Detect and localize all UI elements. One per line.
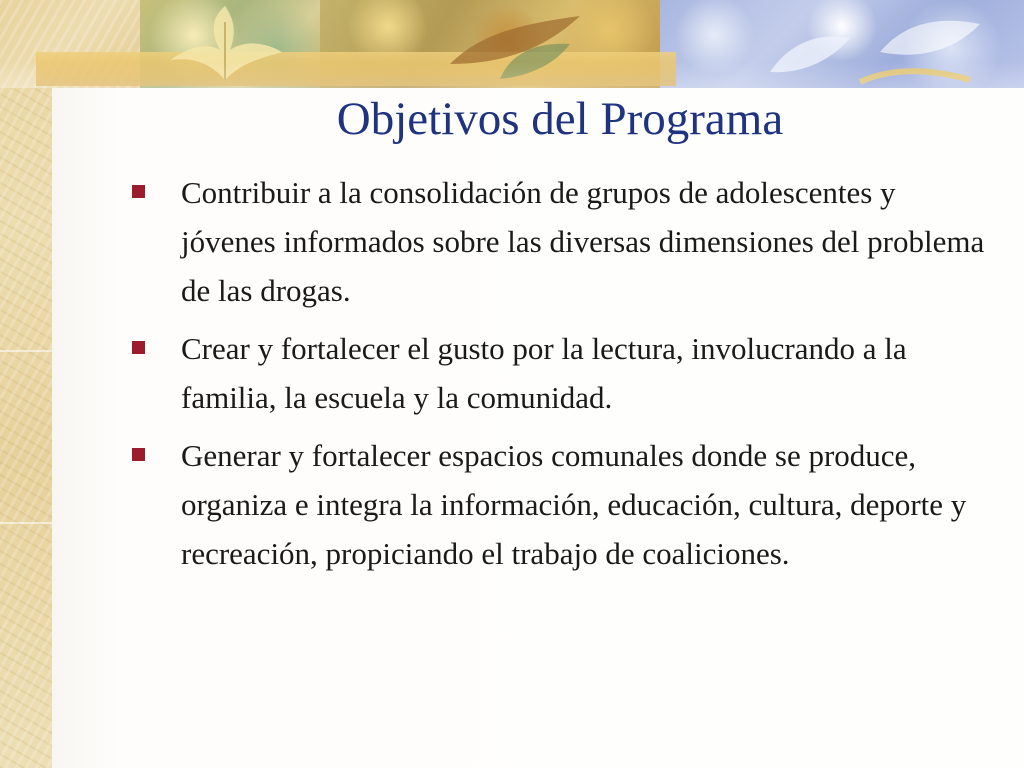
bullet-item [132,324,992,422]
bullet-item [132,431,992,578]
square-bullet-icon [132,448,145,461]
bullet-item [132,168,992,315]
square-bullet-icon [132,341,145,354]
square-bullet-icon [132,185,145,198]
strip-seam [0,522,52,524]
bullet-text: Generar y fortalecer espacios comunales donde se produce, organiza e integra la información, educación, cultura, deporte y recreación, propiciando el trabajo de coaliciones. [181,438,967,571]
strip-seam [0,350,52,352]
bullet-text: Contribuir a la consolidación de grupos de adolescentes y jóvenes informados sobre las diversas dimensiones del problema de las drogas. [181,175,985,308]
bullet-text: Crear y fortalecer el gusto por la lectura, involucrando a la familia, la escuela y la comunidad. [181,331,907,415]
top-decorative-banner [0,0,1024,88]
banner-shade [0,0,1024,88]
bullet-list [132,168,992,587]
slide-title: Objetivos del Programa [336,93,784,145]
left-decorative-strip [0,0,52,768]
